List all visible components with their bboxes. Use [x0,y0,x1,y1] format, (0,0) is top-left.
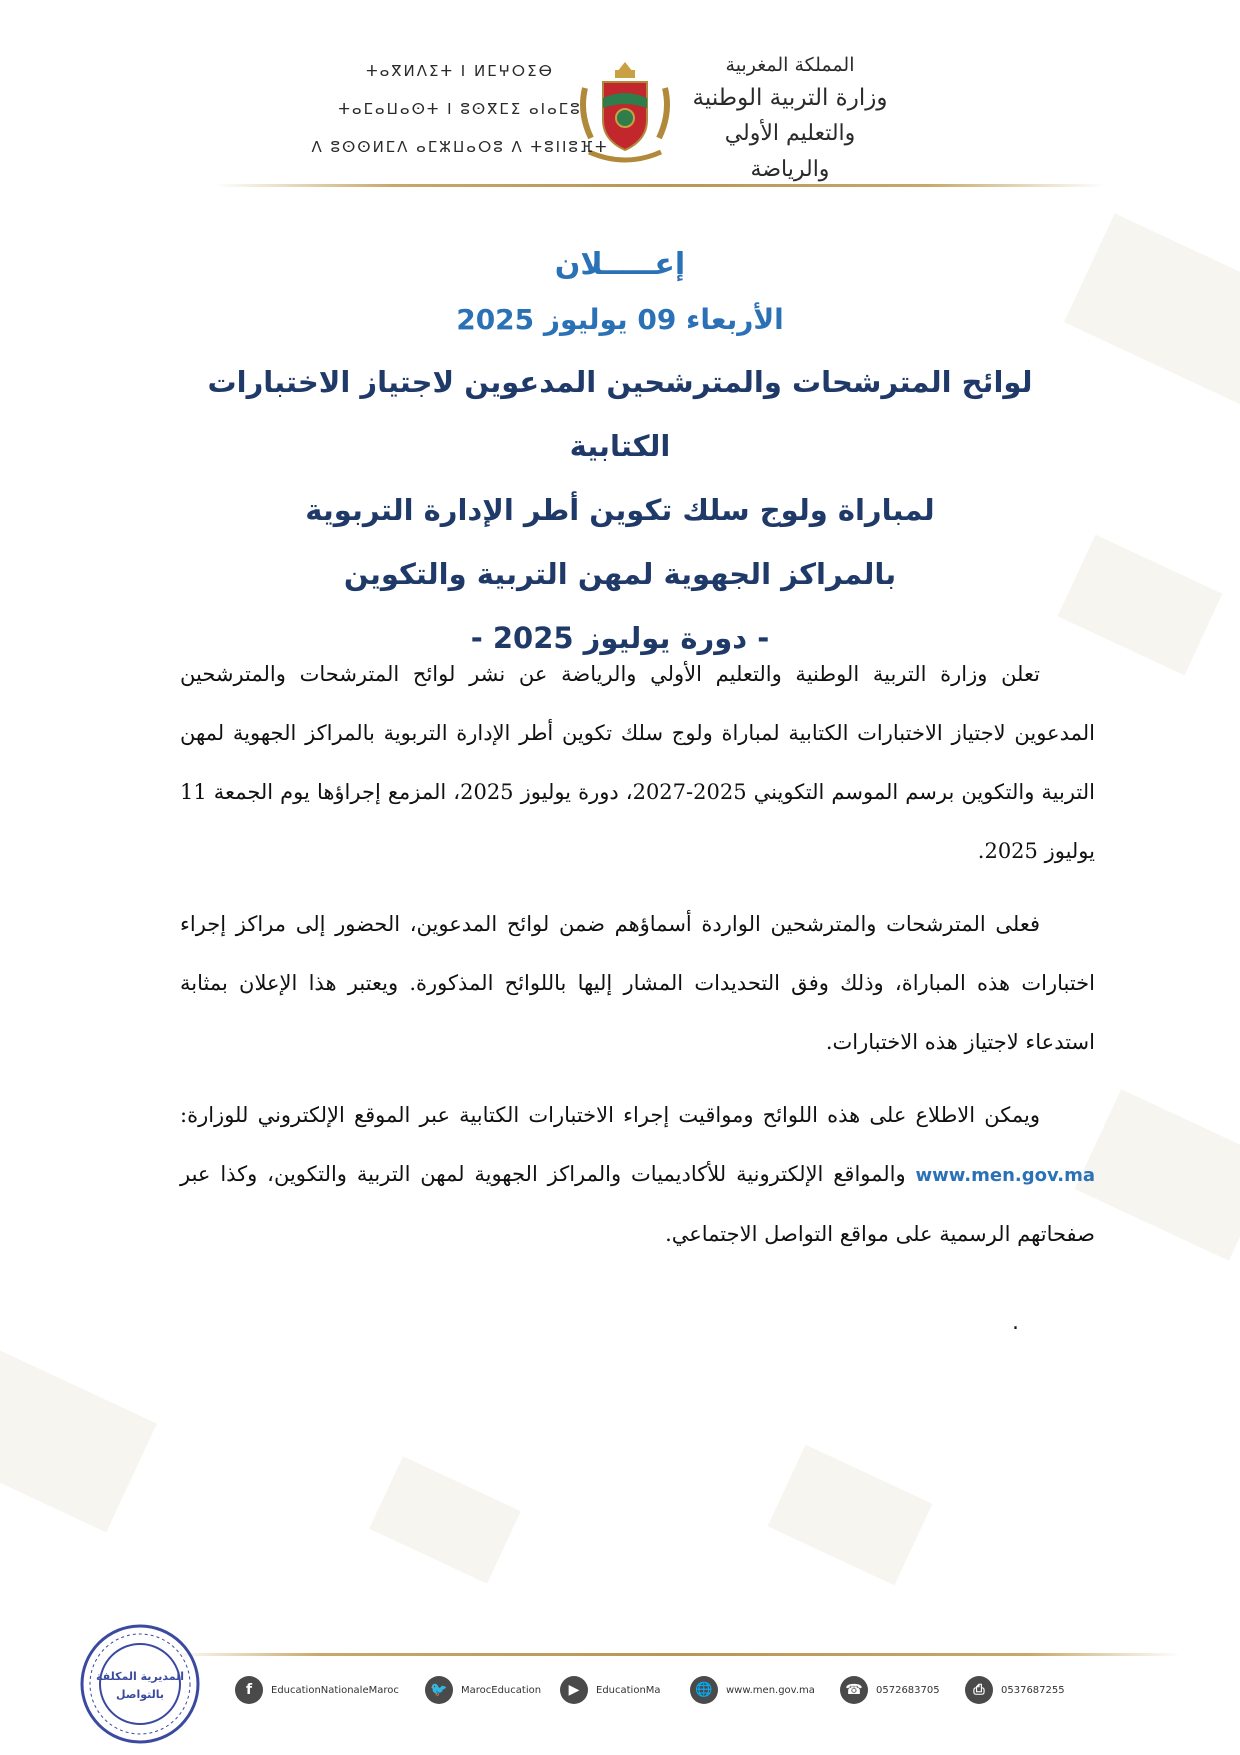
footer-fax[interactable] [965,1672,1065,1708]
footer-facebook-label: EducationNationaleMaroc [271,1684,399,1696]
footer-facebook[interactable] [235,1672,399,1708]
tifinagh-ministry-name [310,52,610,166]
body-paragraph-3 [180,1086,1095,1264]
kingdom-name-ar: المملكة المغربية [725,54,855,76]
ministry-website-link[interactable]: www.men.gov.ma [915,1165,1095,1186]
letterhead [0,40,1240,182]
background-shape [369,1456,521,1583]
trailing-dot: . [1012,1310,1019,1335]
footer-phone[interactable] [840,1672,940,1708]
facebook-icon: f [235,1676,263,1704]
ministry-name-ar-2: والتعليم الأولي والرياضة [724,121,856,182]
globe-icon: 🌐 [690,1676,718,1704]
body-paragraph-1: تعلن وزارة التربية الوطنية والتعليم الأولي والرياضة عن نشر لوائح المترشحات والمترشحين المدعوين لاجتياز الاختبارات الكتابية لمباراة ولوج سلك تكوين أطر الإدارة التربوية بالمراكز الجهوية لمهن التربية والتكوين برسم الموسم التكويني 2025-2027، دورة يوليوز 2025، المزمع إجراؤها يوم الجمعة 11 يوليوز 2025. [180,662,1095,863]
subject-line-2: لمباراة ولوج سلك تكوين أطر الإدارة التربوية [305,493,935,527]
ministry-name-tf-2: ⴷ ⵓⵙⵙⵍⵎⴷ ⴰⵎⵣⵡⴰⵔⵓ ⴷ ⵜⵓⵏⵏⵓⴼⵜ [311,138,609,156]
announcement-title-block [200,240,1040,670]
session-line: - دورة يوليوز 2025 - [470,621,770,655]
announcement-body [180,645,1095,1278]
announcement-heading: إعـــــلان [554,247,686,282]
footer-twitter[interactable] [425,1672,541,1708]
official-stamp [78,1622,202,1746]
subject-line-3: بالمراكز الجهوية لمهن التربية والتكوين [343,557,897,591]
background-shape [1075,1089,1240,1261]
arabic-ministry-name [685,50,895,188]
ministry-name-tf-1: ⵜⴰⵎⴰⵡⴰⵙⵜ ⵏ ⵓⵙⴳⵎⵉ ⴰⵏⴰⵎⵓ [338,100,582,118]
footer-phone-label: 0572683705 [876,1684,940,1696]
header-divider [215,184,1105,187]
ministry-name-ar-1: وزارة التربية الوطنية [692,85,888,111]
footer-website-label: www.men.gov.ma [726,1684,815,1696]
subject-line-1: لوائح المترشحات والمترشحين المدعوين لاجتياز الاختبارات الكتابية [207,365,1033,463]
body-paragraph-2: فعلى المترشحات والمترشحين الواردة أسماؤهم ضمن لوائح المدعوين، الحضور إلى مراكز إجراء اختبارات هذه المباراة، وذلك وفق التحديدات المشار إليها باللوائح المذكورة. ويعتبر هذا الإعلان بمثابة استدعاء لاجتياز هذه الاختبارات. [180,912,1095,1054]
background-shape [0,1348,157,1533]
fax-icon: ⎙ [965,1676,993,1704]
kingdom-name-tf: ⵜⴰⴳⵍⴷⵉⵜ ⵏ ⵍⵎⵖⵔⵉⴱ [366,62,554,80]
stamp-text-1: المديرية المكلفة [96,1670,184,1683]
footer-fax-label: 0537687255 [1001,1684,1065,1696]
youtube-icon: ▶ [560,1676,588,1704]
footer-youtube[interactable] [560,1672,661,1708]
footer-twitter-label: MarocEducation [461,1684,542,1696]
footer-youtube-label: EducationMa [596,1684,661,1696]
body-paragraph-3-start: ويمكن الاطلاع على هذه اللوائح ومواقيت إجراء الاختبارات الكتابية عبر الموقع الإلكتروني للوزارة: [180,1103,1040,1127]
background-shape [768,1445,933,1586]
contact-footer [235,1672,1115,1712]
footer-divider [170,1653,1180,1656]
body-paragraph-3-end: والمواقع الإلكترونية للأكاديميات والمراكز الجهوية لمهن التربية والتكوين، وكذا عبر صفحاتهم الرسمية على مواقع التواصل الاجتماعي. [180,1162,1095,1246]
twitter-icon: 🐦 [425,1676,453,1704]
stamp-text-2: بالتواصل [116,1688,164,1701]
phone-icon: ☎ [840,1676,868,1704]
background-shape [1064,213,1240,406]
footer-website[interactable] [690,1672,815,1708]
announcement-date: الأربعاء 09 يوليوز 2025 [456,303,784,336]
